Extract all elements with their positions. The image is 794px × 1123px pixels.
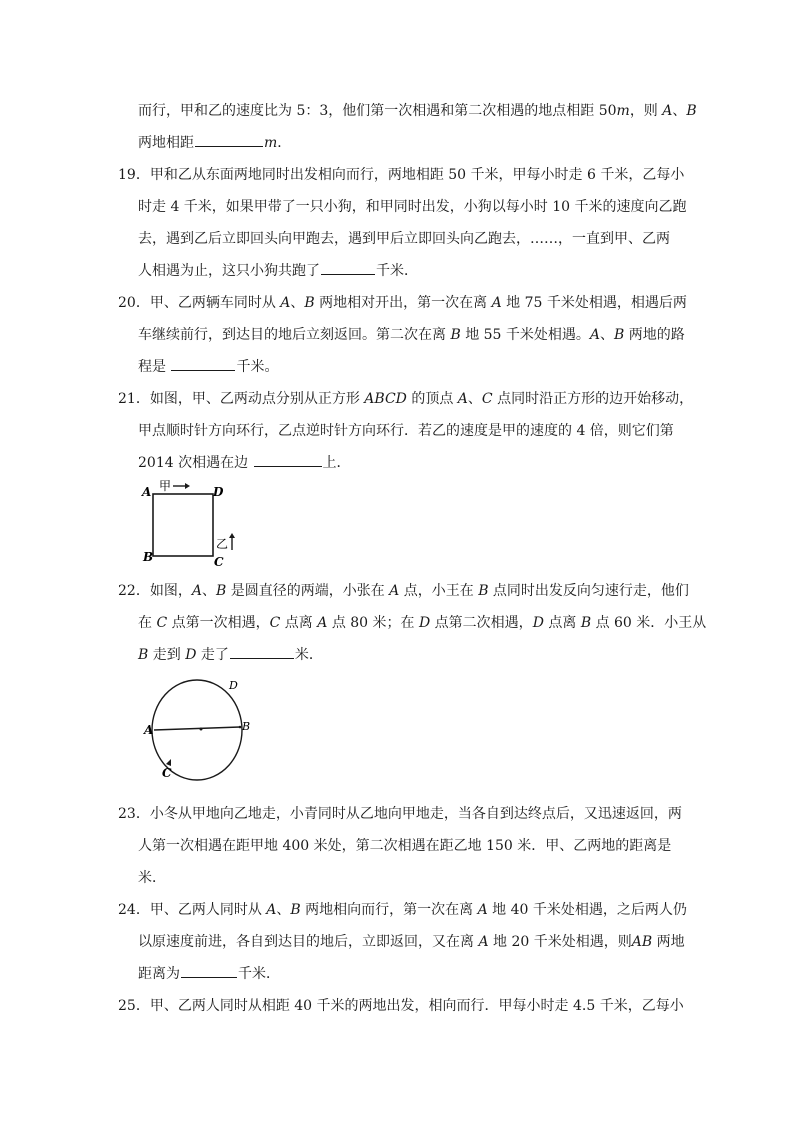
question-number: 21．	[118, 391, 150, 407]
q22-line-3: B 走到 D 走了 米．	[138, 647, 323, 663]
q21-line-3: 2014 次相遇在边 上．	[138, 455, 351, 471]
point-b	[239, 726, 242, 729]
label-c: C	[214, 555, 224, 569]
label-c: C	[162, 766, 172, 780]
label-yi: 乙	[216, 537, 229, 551]
answer-blank[interactable]	[230, 645, 294, 659]
q22-line-1: 22．如图，A、B 是圆直径的两端，小张在 A 点，小王在 B 点同时出发反向匀速行走，他们	[118, 583, 689, 599]
q23-line-3: 米．	[138, 870, 166, 886]
q20-line-1: 20．甲、乙两辆车同时从 A、B 两地相对开出，第一次在离 A 地 75 千米处相遇，相遇后两	[118, 295, 687, 311]
center-point	[200, 728, 203, 731]
q18-line-2: 两地相距 m．	[138, 135, 292, 151]
question-number: 20．	[118, 295, 150, 311]
label-jia: 甲	[159, 479, 172, 493]
label-b: B	[143, 550, 154, 564]
q21-line-1: 21．如图，甲、乙两动点分别从正方形 ABCD 的顶点 A、C 点同时沿正方形的边开始移动，	[118, 391, 694, 407]
q21-line-2: 甲点顺时针方向环行，乙点逆时针方向环行．若乙的速度是甲的速度的 4 倍，则它们第	[138, 423, 674, 439]
answer-blank[interactable]	[254, 453, 322, 467]
square-figure	[138, 478, 248, 570]
arrow-head-icon	[166, 759, 171, 766]
question-number: 23．	[118, 806, 150, 822]
q19-line-1: 19．甲和乙从东面两地同时出发相向而行，两地相距 50 千米，甲每小时走 6 千米，乙每小	[118, 167, 685, 183]
q18-line-1: 而行，甲和乙的速度比为 5：3，他们第一次相遇和第二次相遇的地点相距 50m，则 A、B	[138, 103, 697, 119]
question-number: 25．	[118, 998, 150, 1014]
circle-figure	[140, 676, 260, 788]
q24-line-3: 距离为 千米．	[138, 966, 280, 982]
answer-blank[interactable]	[321, 261, 375, 275]
question-number: 22．	[118, 583, 150, 599]
square-abcd	[153, 494, 213, 556]
answer-blank[interactable]	[195, 133, 263, 147]
question-number: 24．	[118, 902, 150, 918]
arrow-up-icon	[229, 533, 235, 550]
answer-blank[interactable]	[171, 357, 235, 371]
q19-line-3: 去，遇到乙后立即回头向甲跑去，遇到甲后立即回头向乙跑去，……，一直到甲、乙两	[138, 231, 670, 247]
label-a: A	[144, 723, 154, 737]
answer-blank[interactable]	[181, 964, 237, 978]
q25-line-1: 25．甲、乙两人同时从相距 40 千米的两地出发，相向而行．甲每小时走 4.5 千米，乙每小	[118, 998, 684, 1014]
diameter-ab	[154, 727, 240, 730]
label-a: A	[142, 485, 152, 499]
q23-line-1: 23．小冬从甲地向乙地走，小青同时从乙地向甲地走，当各自到达终点后，又迅速返回，两	[118, 806, 682, 822]
q22-line-2: 在 C 点第一次相遇，C 点离 A 点 80 米；在 D 点第二次相遇，D 点离 B 点 60 米．小王从	[138, 615, 707, 631]
label-d: D	[213, 485, 224, 499]
q24-line-2: 以原速度前进，各自到达目的地后，立即返回，又在离 A 地 20 千米处相遇，则AB 两地	[138, 934, 685, 950]
q19-line-4: 人相遇为止，这只小狗共跑了 千米．	[138, 263, 418, 279]
question-number: 19．	[118, 167, 150, 183]
label-b: B	[242, 720, 251, 733]
q19-line-2: 时走 4 千米，如果甲带了一只小狗，和甲同时出发，小狗以每小时 10 千米的速度向乙跑	[138, 199, 687, 215]
q20-line-2: 车继续前行，到达目的地后立刻返回。第二次在离 B 地 55 千米处相遇。A、B 两地的路	[138, 327, 685, 343]
q24-line-1: 24．甲、乙两人同时从 A、B 两地相向而行，第一次在离 A 地 40 千米处相遇，之后两人仍	[118, 902, 687, 918]
q20-line-3: 程是 千米。	[138, 359, 279, 375]
q23-line-2: 人第一次相遇在距甲地 400 米处，第二次相遇在距乙地 150 米．甲、乙两地的距离是	[138, 838, 672, 854]
arrow-right-icon	[173, 483, 190, 489]
label-d: D	[229, 679, 238, 692]
